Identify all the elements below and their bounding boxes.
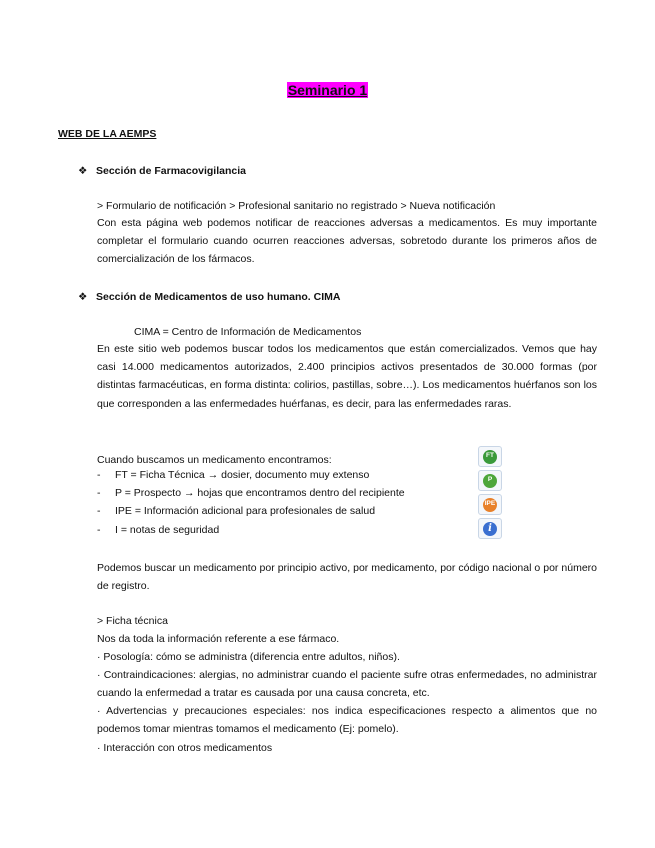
ficha-line: · Posología: cómo se administra (diferencia entre adultos, niños). xyxy=(97,651,400,663)
notification-path: > Formulario de notificación > Profesional sanitario no registrado > Nueva notificación xyxy=(97,200,496,212)
cima-paragraph: En este sitio web podemos buscar todos los medicamentos que están comercializados. Vemos que hay casi 14.000 medicamentos autorizados, 2.400 principios activos presentados de 30.000 formas (por distintas farmacéuticas, en forma distinta: colirios, pastillas, sobre…). Los medicamentos huérfanos son los que corresponden a las enfermedades huérfanas, es decir, para las enfermedades raras. xyxy=(97,343,597,410)
document-list xyxy=(97,466,405,539)
list-item: - P = Prospecto → hojas que encontramos dentro del recipiente xyxy=(97,487,405,500)
ficha-line: Nos da toda la información referente a ese fármaco. xyxy=(97,633,340,645)
diamond-bullet-icon: ❖ xyxy=(78,291,88,303)
ficha-line: · Contraindicaciones: alergias, no administrar cuando el paciente sufre otras enfermedades, no administrar cuando la enfermedad a tratar es causada por una causa concreta, etc. xyxy=(97,669,597,700)
section-farmacovigilancia-heading xyxy=(78,164,246,178)
ipe-icon: IPE xyxy=(483,498,497,512)
document-icons xyxy=(478,446,502,542)
prospecto-icon: P xyxy=(483,474,497,488)
title-highlight: Seminario 1 xyxy=(287,82,368,98)
ft-badge xyxy=(478,446,502,467)
list-item: - FT = Ficha Técnica → dosier, documento muy extenso xyxy=(97,469,370,481)
section-title: Sección de Medicamentos de uso humano. CIMA xyxy=(96,291,341,303)
ipe-badge xyxy=(478,494,502,515)
list-item: - I = notas de seguridad xyxy=(97,523,220,536)
ft-icon: FT xyxy=(483,450,497,464)
ficha-line: · Interacción con otros medicamentos xyxy=(97,742,273,754)
list-item: - IPE = Información adicional para profesionales de salud xyxy=(97,505,376,518)
search-paragraph: Podemos buscar un medicamento por principio activo, por medicamento, por código nacional o por número de registro. xyxy=(97,562,597,593)
ficha-line: · Advertencias y precauciones especiales: nos indica especificaciones respecto a alimentos que no podemos tomar mientras tomamos el medicamento (Ej: pomelo). xyxy=(97,705,597,736)
section-title: Sección de Farmacovigilancia xyxy=(96,165,246,177)
document-title xyxy=(0,81,655,99)
diamond-bullet-icon: ❖ xyxy=(78,165,88,177)
ficha-tecnica-title: > Ficha técnica xyxy=(97,615,168,627)
info-badge xyxy=(478,518,502,539)
section-heading: WEB DE LA AEMPS xyxy=(58,128,157,140)
info-icon: i xyxy=(483,522,497,536)
farmacovigilancia-paragraph: Con esta página web podemos notificar de reacciones adversas a medicamentos. Es muy importante completar el formulario cuando ocurren reacciones adversas, sobretodo durante los primeros años de comercialización de los fármacos. xyxy=(97,217,597,266)
prospecto-badge xyxy=(478,470,502,491)
cima-definition: CIMA = Centro de Información de Medicamentos xyxy=(134,326,362,338)
list-intro: Cuando buscamos un medicamento encontramos: xyxy=(97,454,332,466)
section-cima-heading xyxy=(78,290,340,304)
